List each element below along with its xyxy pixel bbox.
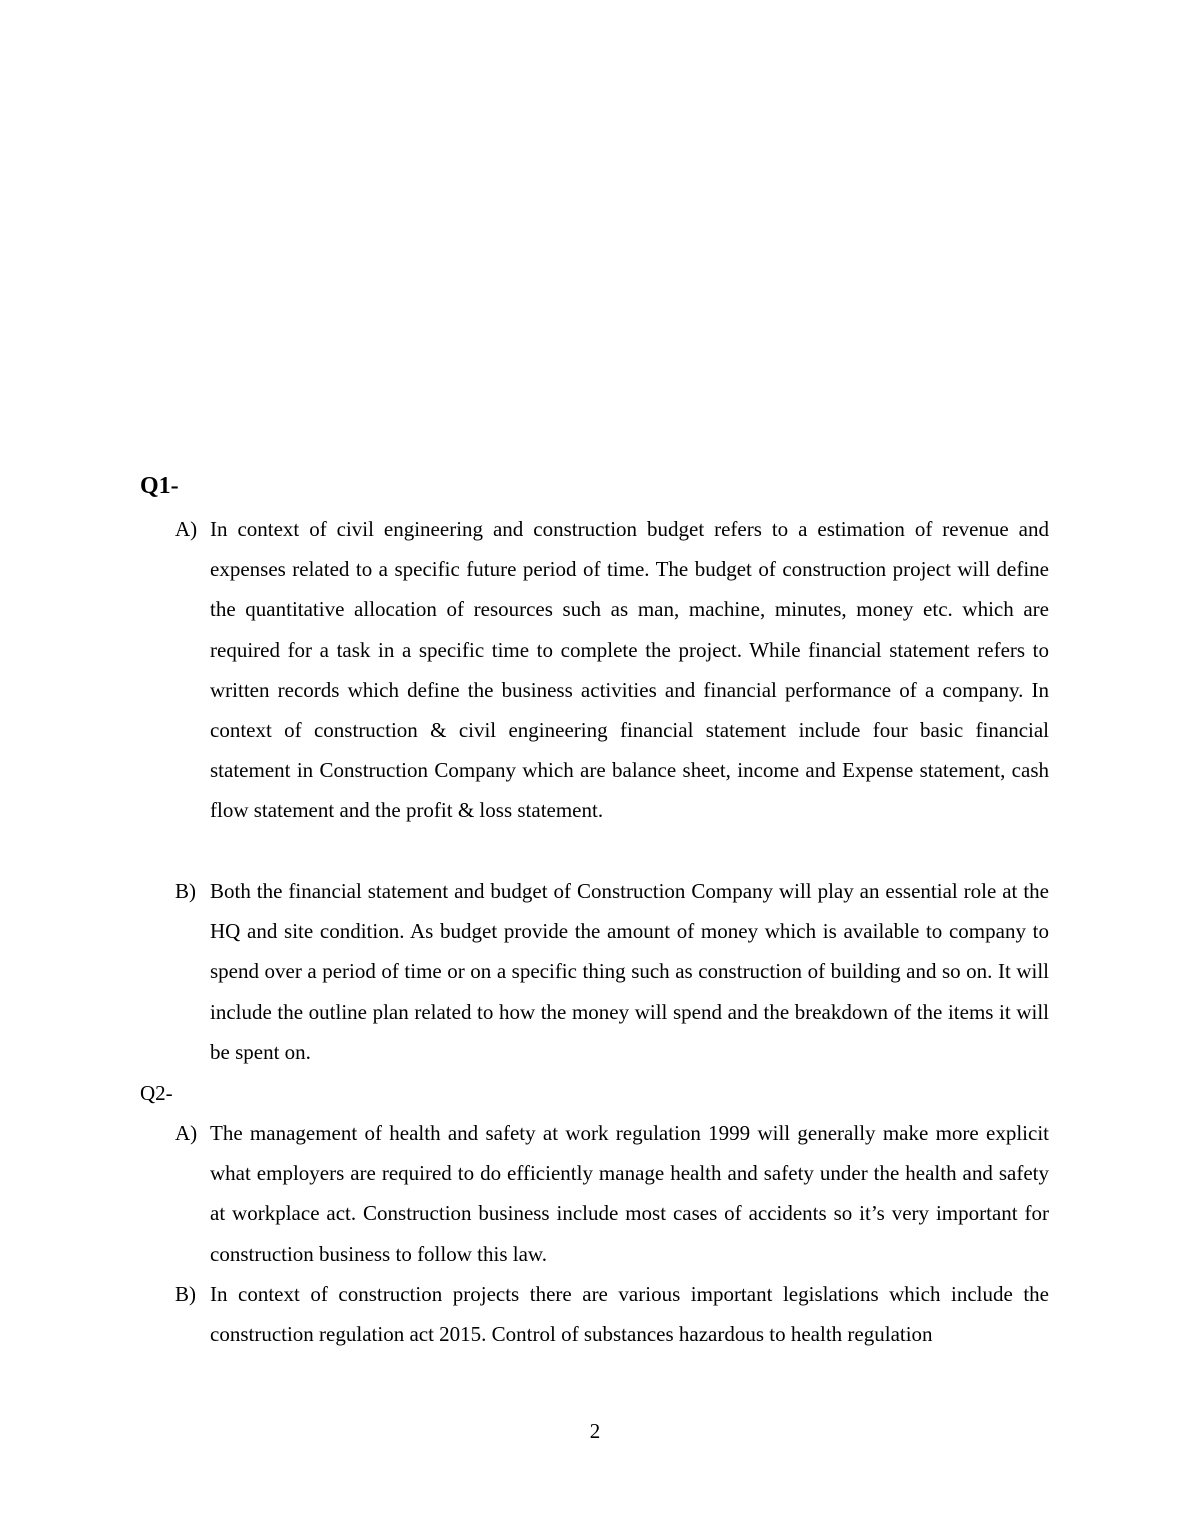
list-marker: A) [175, 517, 198, 541]
list-marker: B) [175, 1282, 196, 1306]
paragraph-text: The management of health and safety at work regulation 1999 will generally make more explicit what employers are required to do efficiently manage health and safety under the health and safety at workplace act. Construction business include most cases of accidents so it’s very important for construction business to follow this law. [210, 1121, 1049, 1266]
list-marker: B) [175, 879, 196, 903]
paragraph-text: In context of civil engineering and construction budget refers to a estimation of revenue and expenses related to a specific future period of time. The budget of construction project will define the quantitative allocation of resources such as man, machine, minutes, money etc. which are required for a task in a specific time to complete the project. While financial statement refers to written records which define the business activities and financial performance of a company. In context of construction & civil engineering financial statement include four basic financial statement in Construction Company which are balance sheet, income and Expense statement, cash flow statement and the profit & loss statement. [210, 517, 1049, 823]
list-item [175, 1274, 1049, 1354]
list-item [175, 1113, 1049, 1274]
paragraph-text: Both the financial statement and budget of Construction Company will play an essential role at the HQ and site condition. As budget provide the amount of money which is available to company to spend over a period of time or on a specific thing such as construction of building and so on. It will include the outline plan related to how the money will spend and the breakdown of the items it will be spent on. [210, 879, 1049, 1064]
list-marker: A) [175, 1121, 198, 1145]
list-item [175, 871, 1049, 1072]
paragraph-text: In context of construction projects there are various important legislations which include the construction regulation act 2015. Control of substances hazardous to health regulation [210, 1282, 1049, 1347]
question-1-heading: Q1- [140, 473, 179, 499]
question-2-heading: Q2- [140, 1081, 173, 1105]
page-number: 2 [589, 1419, 601, 1443]
list-item [175, 509, 1049, 831]
